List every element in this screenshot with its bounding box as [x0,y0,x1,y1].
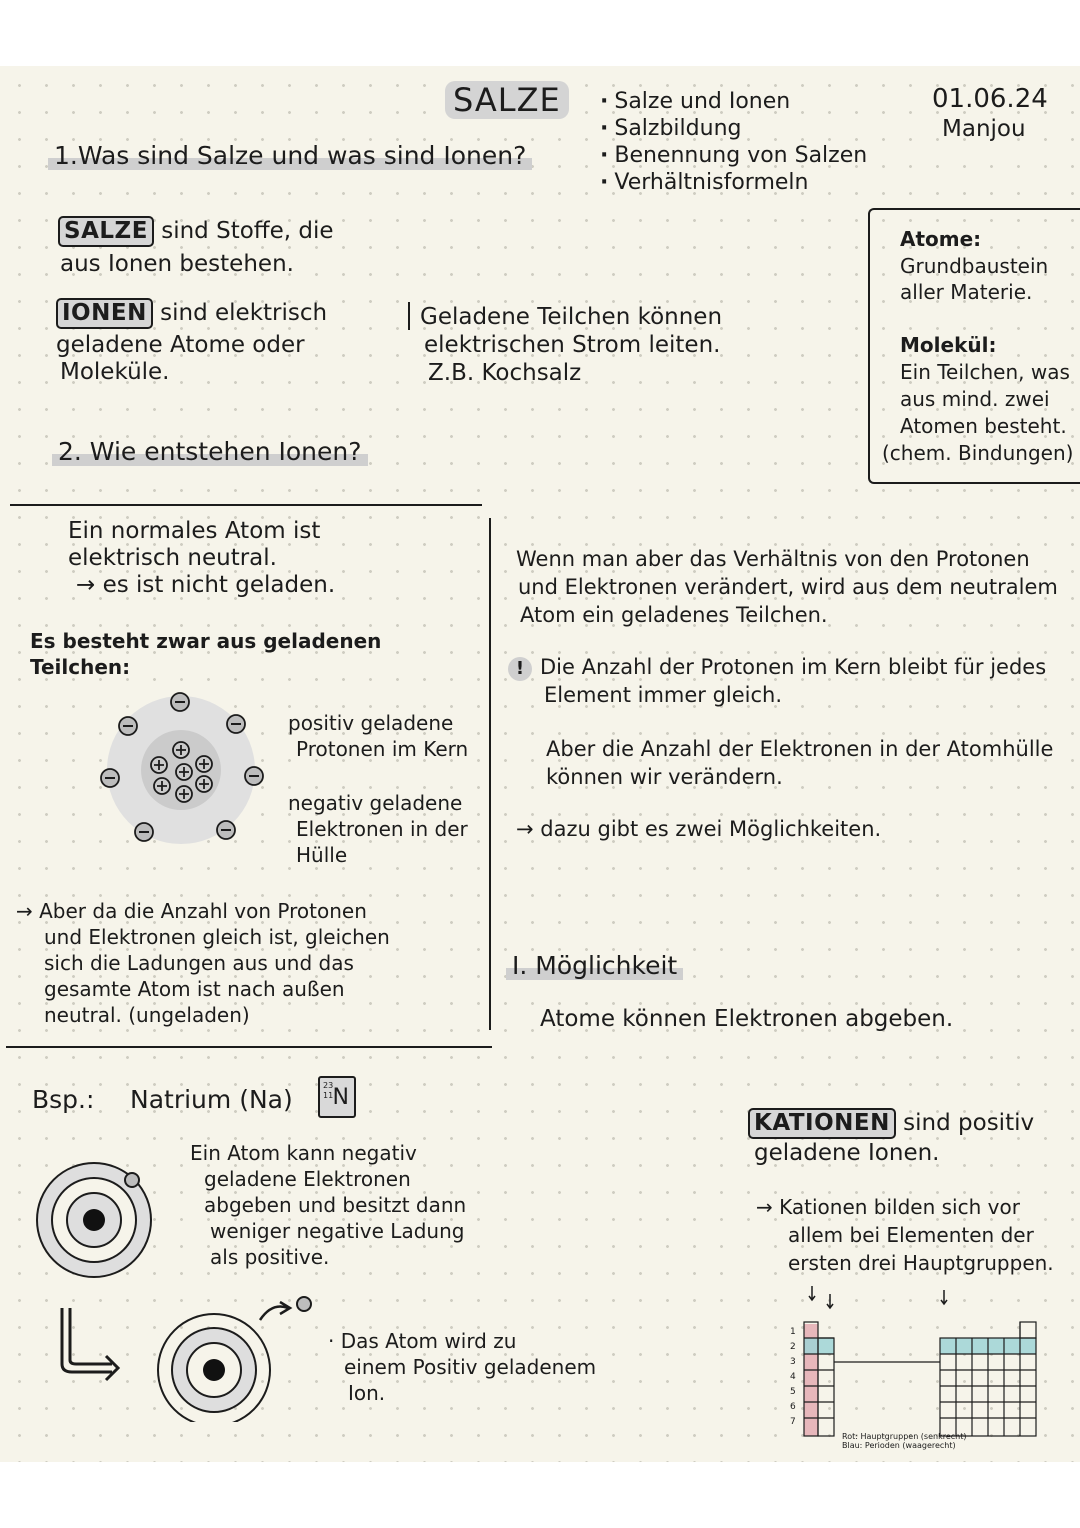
kationen-term: KATIONEN [748,1108,896,1139]
text2-line1-text: Das Atom wird zu [340,1329,517,1353]
ionen-def-line1: sind elektrisch [160,300,328,326]
row-numbers [790,1327,796,1427]
divider-vertical [489,518,491,1030]
curved-arrow-icon [52,1304,124,1384]
label-elektronen-2: Elektronen in der [296,817,468,841]
divider-top-left [10,504,482,506]
salze-term: SALZE [58,216,154,247]
molekuel-line4: (chem. Bindungen) [882,441,1074,465]
left-line2: elektrisch neutral. [68,545,277,571]
arrow-icon: → [516,817,541,841]
released-electron [297,1297,311,1311]
note-line2: elektrischen Strom leiten. [424,332,721,358]
text1-line1: Ein Atom kann negativ [190,1141,417,1165]
valence-electron [125,1173,139,1187]
question-2 [52,438,368,465]
group-arrows [809,1286,947,1308]
molekuel-title: Molekül: [900,333,997,357]
ionen-def-line2: geladene Atome oder [56,332,305,358]
svg-text:6: 6 [790,1402,796,1412]
ionen-definition [56,298,327,329]
element-name: Natrium (Na) [130,1085,293,1114]
note-line1: Geladene Teilchen können [420,304,723,330]
svg-text:4: 4 [790,1372,796,1382]
conclusion-line5: neutral. (ungeladen) [44,1003,250,1027]
conclusion-line4: gesamte Atom ist nach außen [44,977,345,1001]
svg-text:1: 1 [790,1327,796,1337]
salze-definition [58,216,334,247]
molekuel-line1: Ein Teilchen, was [900,360,1070,384]
atom-model-diagram [96,688,266,852]
label-elektronen-1: negativ geladene [288,791,463,815]
arrow-icon: → [76,572,103,598]
label-elektronen-3: Hülle [296,843,348,867]
question-1-text: 1.Was sind Salze und was sind Ionen? [48,141,532,170]
moeglichkeit-title [506,952,683,979]
ionen-def-line3: Moleküle. [60,359,170,385]
kat-note-line1-text: Kationen bilden sich vor [779,1195,1020,1219]
date: 01.06.24 [932,84,1048,114]
text2-line2: einem Positiv geladenem [344,1355,597,1379]
atom-line1: Grundbaustein [900,254,1049,278]
pt-legend-red: Rot: Hauptgruppen (senkrecht) [842,1432,967,1441]
left-line1: Ein normales Atom ist [68,518,321,544]
svg-text:2: 2 [790,1342,796,1352]
left-line4: Es besteht zwar aus geladenen [30,629,382,653]
page-title [445,82,569,118]
left-line3 [76,572,335,599]
text2-line1 [328,1328,516,1354]
salze-def-line1: sind Stoffe, die [161,218,334,244]
molekuel-line3: Atomen besteht. [900,414,1067,438]
conclusion-line2: und Elektronen gleich ist, gleichen [44,925,390,949]
atom-title: Atome: [900,227,982,251]
sodium-ion-diagram [152,1292,322,1422]
exclamation-icon: ! [508,657,532,681]
topic-item: · Verhältnisformeln [600,169,867,196]
bsp-label: Bsp.: [32,1085,95,1114]
kationen-definition [748,1108,1034,1139]
ionen-term: IONEN [56,298,153,329]
text1-line2: geladene Elektronen [204,1167,411,1191]
warn-line2: Element immer gleich. [544,683,783,707]
divider-bottom-left [6,1046,492,1048]
conclusion-line3: sich die Ladungen aus und das [44,951,354,975]
kat-note-line3: ersten drei Hauptgruppen. [788,1251,1054,1275]
periodic-table-sketch [782,1282,1042,1452]
salze-def-line2: aus Ionen bestehen. [60,251,294,277]
notes-page [0,66,1080,1462]
right-line3: Atom ein geladenes Teilchen. [520,603,828,627]
text1-line4: weniger negative Ladung [210,1219,465,1243]
arrow-icon: → [756,1195,780,1219]
question-1 [48,142,532,169]
kat-note-line2: allem bei Elementen der [788,1223,1034,1247]
pt-legend-blue: Blau: Perioden (waagerecht) [842,1441,956,1450]
topic-item: · Benennung von Salzen [600,142,867,169]
aber-line2: können wir verändern. [546,765,783,789]
page-title-text: SALZE [445,81,569,119]
dazu-line [516,816,881,843]
note-line3: Z.B. Kochsalz [428,360,582,386]
conclusion-line1-text: Aber da die Anzahl von Protonen [39,899,367,923]
label-protonen-1: positiv geladene [288,711,454,735]
kationen-line2: geladene Ionen. [754,1140,940,1166]
topic-list [600,88,867,196]
left-line5: Teilchen: [30,655,131,679]
note-margin-line [408,302,410,330]
svg-text:5: 5 [790,1387,796,1397]
left-line3-text: es ist nicht geladen. [102,572,336,598]
dazu-text: dazu gibt es zwei Möglichkeiten. [540,817,882,841]
author: Manjou [942,116,1026,142]
svg-text:3: 3 [790,1357,796,1367]
element-symbol: N [332,1085,349,1110]
arrow-icon: → [16,899,40,923]
text1-line3: abgeben und besitzt dann [204,1193,467,1217]
bullet-dot: · [328,1329,341,1353]
right-line1: Wenn man aber das Verhältnis von den Protonen [516,547,1030,571]
period-highlight-blue-left [804,1338,834,1354]
element-number: 11 [323,1091,334,1100]
right-line2: und Elektronen verändert, wird aus dem neutralem [518,575,1058,599]
moeglichkeit-title-text: I. Möglichkeit [506,951,683,980]
aber-line1: Aber die Anzahl der Elektronen in der Atomhülle [546,737,1054,761]
question-2-text: 2. Wie entstehen Ionen? [52,437,368,466]
molekuel-line2: aus mind. zwei [900,387,1050,411]
conclusion-line1 [16,898,367,924]
kat-note-line1 [756,1194,1020,1220]
element-card-natrium [318,1076,356,1118]
topic-item: · Salze und Ionen [600,88,867,115]
warn-line1 [508,654,1046,681]
text1-line5: als positive. [210,1245,330,1269]
atom-line2: aller Materie. [900,280,1033,304]
kationen-line1: sind positiv [903,1110,1035,1136]
svg-text:7: 7 [790,1417,796,1427]
text2-line3: Ion. [348,1381,386,1405]
sodium-atom-diagram [30,1156,160,1286]
warn-line1-text: Die Anzahl der Protonen im Kern bleibt für jedes [540,655,1047,679]
element-mass: 23 [323,1081,334,1090]
label-protonen-2: Protonen im Kern [296,737,469,761]
topic-item: · Salzbildung [600,115,867,142]
moeglichkeit-text: Atome können Elektronen abgeben. [540,1006,954,1032]
